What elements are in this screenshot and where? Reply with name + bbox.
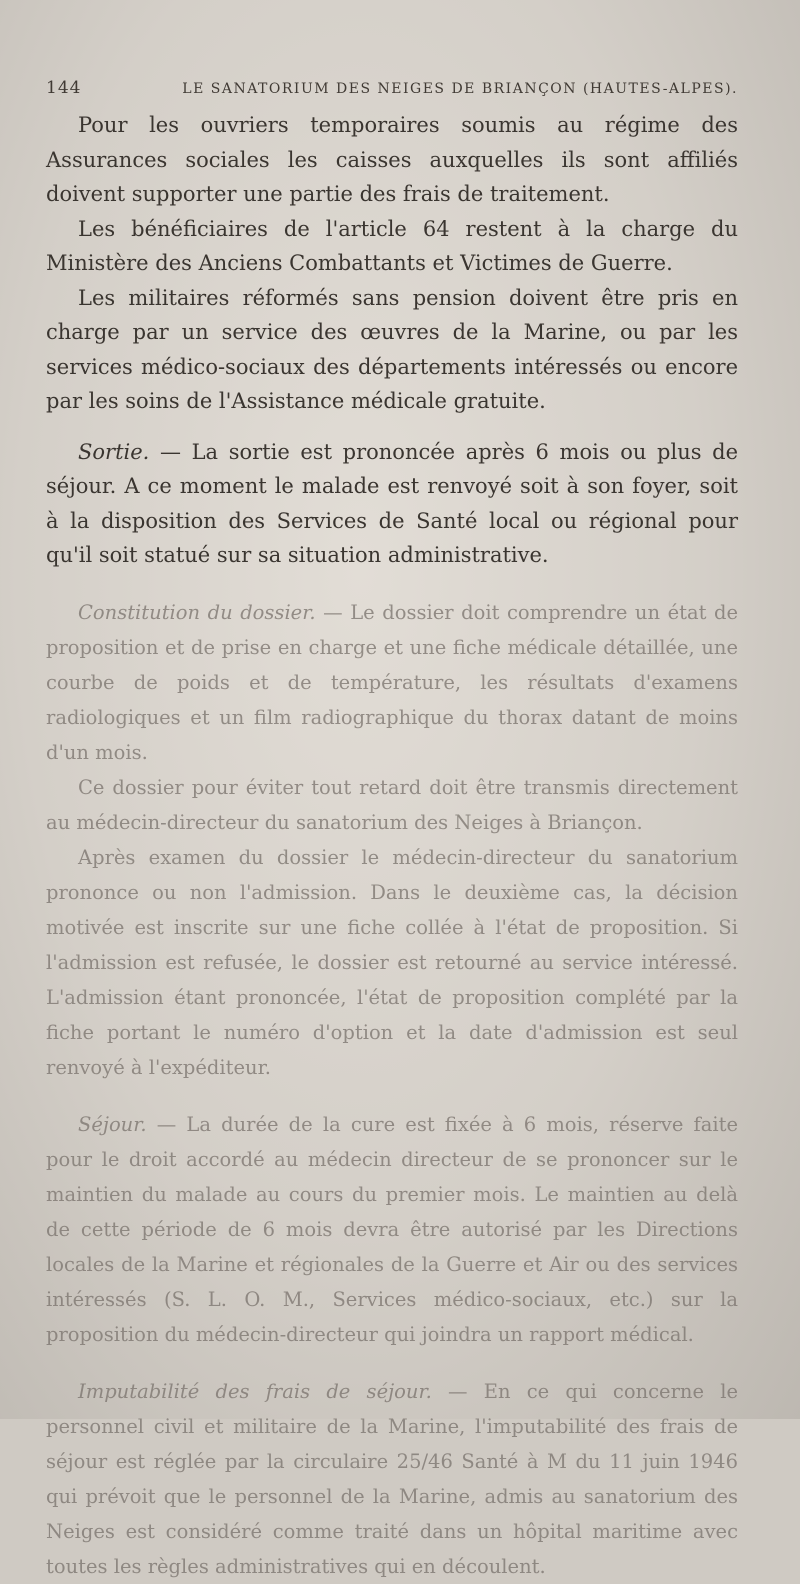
heading-sortie: Sortie. bbox=[78, 439, 150, 464]
paragraph-sejour bbox=[46, 1107, 738, 1352]
paragraph-constitution bbox=[46, 595, 738, 770]
paragraph-transmission: Ce dossier pour éviter tout retard doit être transmis directement au médecin-directeur du sanatorium des Neiges à Briançon. bbox=[46, 775, 738, 834]
page-number: 144 bbox=[46, 78, 82, 98]
paragraph-assurances: Pour les ouvriers temporaires soumis au régime des Assurances sociales les caisses auxquelles ils sont affiliés doivent supporter une partie des frais de traitement. bbox=[46, 113, 738, 206]
heading-sejour: Séjour. bbox=[78, 1112, 147, 1136]
running-title: LE SANATORIUM DES NEIGES DE BRIANÇON (HAUTES-ALPES). bbox=[182, 81, 738, 97]
heading-constitution: Constitution du dossier. bbox=[78, 600, 316, 624]
text-sejour: — La durée de la cure est fixée à 6 mois, réserve faite pour le droit accordé au médecin directeur de se prononcer sur le maintien du malade au cours du premier mois. Le maintien au delà de cette période de 6 mois devra être autorisé par les Directions locales de la Marine et régionales de la Guerre et Air ou des services intéressés (S. L. O. M., Services médico-sociaux, etc.) sur la proposition du médecin-directeur qui joindra un rapport médical. bbox=[46, 1112, 738, 1346]
heading-imputabilite: Imputabilité des frais de séjour. bbox=[78, 1379, 432, 1403]
faded-section bbox=[46, 595, 738, 1584]
text-imputabilite: — En ce qui concerne le personnel civil et militaire de la Marine, l'imputabilité des frais de séjour est réglée par la circulaire 25/46 Santé à M du 11 juin 1946 qui prévoit que le personnel de la Marine, admis au sanatorium des Neiges est considéré comme traité dans un hôpital maritime avec toutes les règles administratives qui en découlent. bbox=[46, 1379, 738, 1578]
text-constitution: — Le dossier doit comprendre un état de proposition et de prise en charge et une fiche médicale détaillée, une courbe de poids et de température, les résultats d'examens radiologiques et un film radiographique du thorax datant de moins d'un mois. bbox=[46, 600, 739, 764]
paragraph-militaires-reformes: Les militaires réformés sans pension doivent être pris en charge par un service des œuvres de la Marine, ou par les services médico-sociaux des départements intéressés ou encore par les soins de l'Assistance médicale gratuite. bbox=[46, 285, 738, 413]
paragraph-article-64: Les bénéficiaires de l'article 64 restent à la charge du Ministère des Anciens Combattants et Victimes de Guerre. bbox=[46, 216, 738, 275]
running-head bbox=[46, 78, 738, 98]
paragraph-examen: Après examen du dossier le médecin-directeur du sanatorium prononce ou non l'admission. Dans le deuxième cas, la décision motivée est inscrite sur une fiche collée à l'état de proposition. Si l'admission est refusée, le dossier est retourné au service intéressé. L'admission étant prononcée, l'état de proposition complété par la fiche portant le numéro d'option et la date d'admission est seul renvoyé à l'expéditeur. bbox=[46, 845, 738, 1079]
paragraph-imputabilite bbox=[46, 1374, 738, 1584]
section-top bbox=[46, 108, 738, 573]
paragraph-sortie bbox=[46, 435, 738, 573]
text-sortie: — La sortie est prononcée après 6 mois ou plus de séjour. A ce moment le malade est renvoyé soit à son foyer, soit à la disposition des Services de Santé local ou régional pour qu'il soit statué sur sa situation administrative. bbox=[46, 439, 738, 567]
